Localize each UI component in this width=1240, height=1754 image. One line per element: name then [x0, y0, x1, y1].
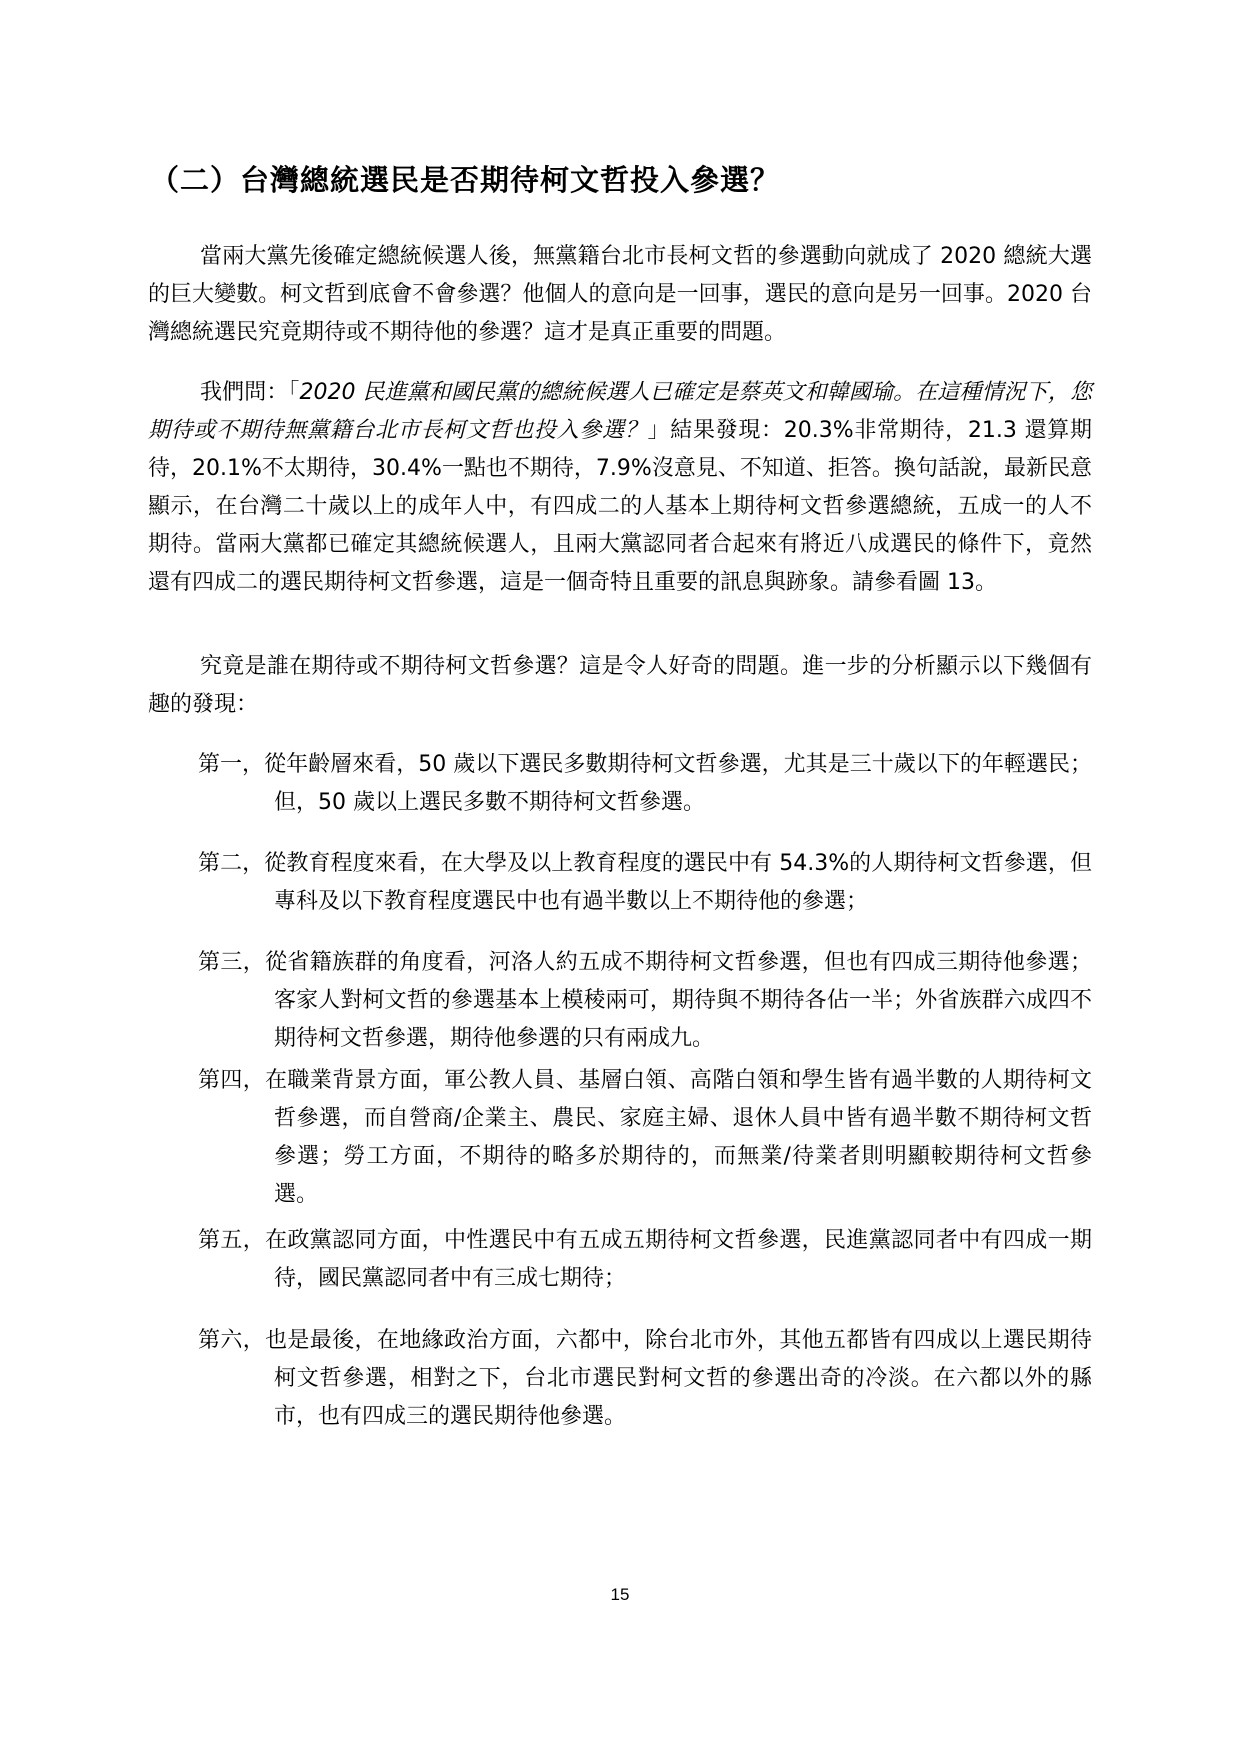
findings-list-item-3-wrap [198, 944, 1092, 1058]
finding-item: 第二，從教育程度來看，在大學及以上教育程度的選民中有 54.3%的人期待柯文哲參選，但專科及以下教育程度選民中也有過半數以上不期待他的參選； [198, 851, 1092, 914]
paragraph-findings-intro: 究竟是誰在期待或不期待柯文哲參選？這是令人好奇的問題。進一步的分析顯示以下幾個有趣的發現： [148, 654, 1092, 717]
section-heading: （二）台灣總統選民是否期待柯文哲投入參選？ [150, 163, 781, 197]
finding-item: 第四，在職業背景方面，軍公教人員、基層白領、高階白領和學生皆有過半數的人期待柯文哲參選，而自營商/企業主、農民、家庭主婦、退休人員中皆有過半數不期待柯文哲參選；勞工方面，不期待的略多於期待的，而無業/待業者則明顯較期待柯文哲參選。 [198, 1068, 1092, 1207]
survey-question-text: 2020 民進黨和國民黨的總統候選人已確定是蔡英文和韓國瑜。在這種情況下，您期待或不期待無黨籍台北市長柯文哲也投入參選？ [148, 380, 1092, 443]
survey-intro-text: 我們問：「 [200, 380, 300, 405]
finding-item: 第五，在政黨認同方面，中性選民中有五成五期待柯文哲參選，民進黨認同者中有四成一期待，國民黨認同者中有三成七期待； [198, 1228, 1092, 1291]
finding-item: 第三，從省籍族群的角度看，河洛人約五成不期待柯文哲參選，但也有四成三期待他參選；客家人對柯文哲的參選基本上模稜兩可，期待與不期待各佔一半；外省族群六成四不期待柯文哲參選，期待他參選的只有兩成九。 [198, 950, 1092, 1051]
page-number: 15 [610, 1585, 630, 1604]
findings-list-item-6-wrap [198, 1322, 1092, 1436]
findings-list-item-1-wrap [198, 746, 1092, 822]
paragraph-intro: 當兩大黨先後確定總統候選人後，無黨籍台北市長柯文哲的參選動向就成了 2020 總統大選的巨大變數。柯文哲到底會不會參選？他個人的意向是一回事，選民的意向是另一回事。2020 台灣總統選民究竟期待或不期待他的參選？這才是真正重要的問題。 [148, 244, 1092, 345]
survey-result-text: 」結果發現：20.3%非常期待，21.3 還算期待，20.1%不太期待，30.4%一點也不期待，7.9%沒意見、不知道、拒答。換句話說，最新民意顯示，在台灣二十歲以上的成年人中，有四成二的人基本上期待柯文哲參選總統，五成一的人不期待。當兩大黨都已確定其總統候選人，且兩大黨認同者合起來有將近八成選民的條件下，竟然還有四成二的選民期待柯文哲參選，這是一個奇特且重要的訊息與跡象。請參看圖 13。 [148, 418, 1092, 595]
findings-list-item-5-wrap [198, 1222, 1092, 1298]
finding-item: 第一，從年齡層來看，50 歲以下選民多數期待柯文哲參選，尤其是三十歲以下的年輕選民；但，50 歲以上選民多數不期待柯文哲參選。 [198, 752, 1092, 815]
finding-item: 第六，也是最後，在地緣政治方面，六都中，除台北市外，其他五都皆有四成以上選民期待柯文哲參選，相對之下，台北市選民對柯文哲的參選出奇的冷淡。在六都以外的縣市，也有四成三的選民期待他參選。 [198, 1328, 1092, 1429]
findings-list-item-2-wrap [198, 845, 1092, 921]
paragraph-survey-question [148, 374, 1092, 602]
findings-list-item-4-wrap [198, 1062, 1092, 1214]
